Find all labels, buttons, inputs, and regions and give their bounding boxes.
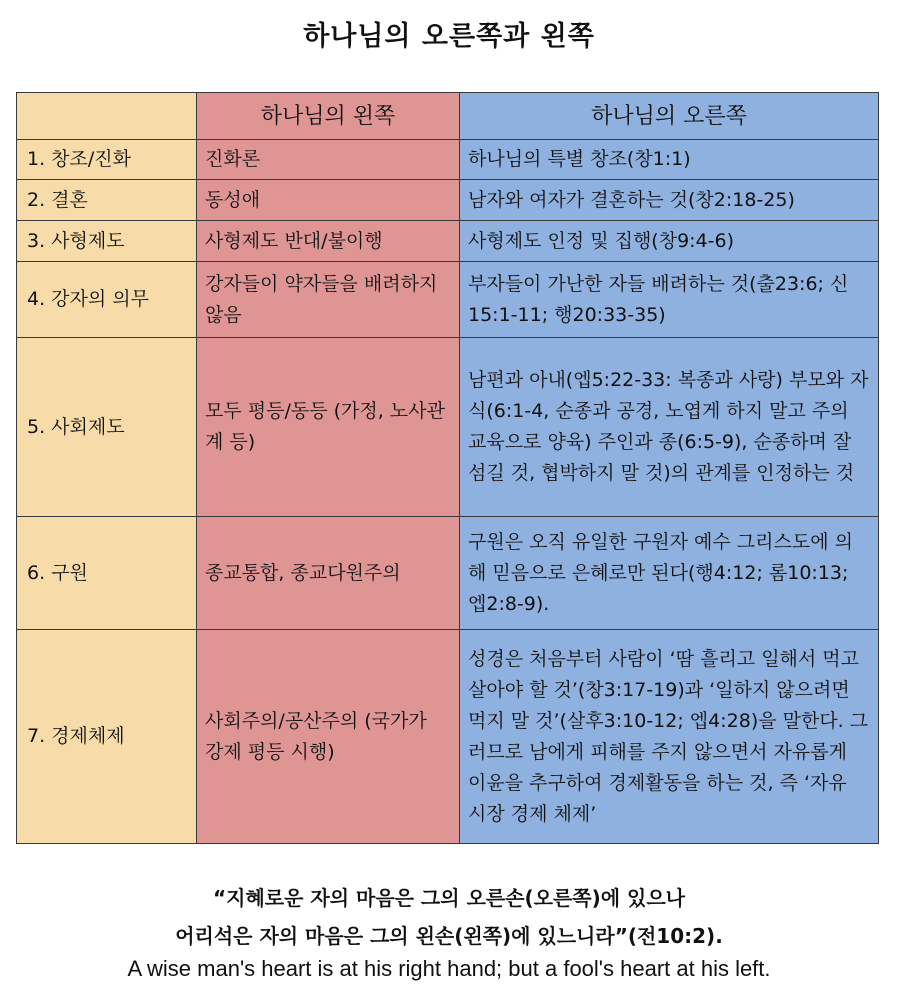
- english-quote: A wise man's heart is at his right hand; but a fool's heart at his left.: [127, 956, 771, 981]
- row-right: 성경은 처음부터 사람이 ‘땀 흘리고 일해서 먹고 살아야 할 것’(창3:17-19)과 ‘일하지 않으려면 먹지 말 것’(살후3:10-12; 엡4:28)을 말한다. 그러므로 남에게 피해를 주지 않으면서 자유롭게 이윤을 추구하여 경제활동을 하는 것, 즉 ‘자유 시장 경제 체제’: [460, 630, 879, 844]
- row-topic: 7. 경제체제: [17, 630, 197, 844]
- table-row: [17, 338, 879, 517]
- row-right: 남편과 아내(엡5:22-33: 복종과 사랑) 부모와 자식(6:1-4, 순종과 공경, 노엽게 하지 말고 주의 교육으로 양육) 주인과 종(6:5-9), 순종하며 잘 섬길 것, 협박하지 말 것)의 관계를 인정하는 것: [460, 338, 879, 517]
- document-title: 하나님의 오른쪽과 왼쪽: [303, 21, 595, 52]
- header-topic: [17, 93, 197, 140]
- row-topic: 4. 강자의 의무: [17, 262, 197, 338]
- table-row: [17, 180, 879, 221]
- row-left: 사회주의/공산주의 (국가가 강제 평등 시행): [197, 630, 460, 844]
- row-topic: 3. 사형제도: [17, 221, 197, 262]
- quote-line-2: 어리석은 자의 마음은 그의 왼손(왼쪽)에 있느니라”(전10:2).: [175, 924, 723, 948]
- row-topic: 6. 구원: [17, 517, 197, 630]
- row-right: 부자들이 가난한 자들 배려하는 것(출23:6; 신15:1-11; 행20:33-35): [460, 262, 879, 338]
- table-row: [17, 140, 879, 180]
- table-row: [17, 630, 879, 844]
- header-right: 하나님의 오른쪽: [460, 93, 879, 140]
- table-header-row: [17, 93, 879, 140]
- comparison-table: [16, 92, 879, 844]
- row-left: 강자들이 약자들을 배려하지 않음: [197, 262, 460, 338]
- row-left: 종교통합, 종교다원주의: [197, 517, 460, 630]
- row-left: 진화론: [197, 140, 460, 180]
- quote-line-1: “지혜로운 자의 마음은 그의 오른손(오른쪽)에 있으나: [213, 886, 685, 910]
- row-left: 동성애: [197, 180, 460, 221]
- row-right: 사형제도 인정 및 집행(창9:4-6): [460, 221, 879, 262]
- row-right: 하나님의 특별 창조(창1:1): [460, 140, 879, 180]
- row-left: 모두 평등/동등 (가정, 노사관계 등): [197, 338, 460, 517]
- header-left: 하나님의 왼쪽: [197, 93, 460, 140]
- row-topic: 5. 사회제도: [17, 338, 197, 517]
- row-right: 구원은 오직 유일한 구원자 예수 그리스도에 의해 믿음으로 은혜로만 된다(행4:12; 롬10:13; 엡2:8-9).: [460, 517, 879, 630]
- table-row: [17, 262, 879, 338]
- row-topic: 2. 결혼: [17, 180, 197, 221]
- row-left: 사형제도 반대/불이행: [197, 221, 460, 262]
- row-right: 남자와 여자가 결혼하는 것(창2:18-25): [460, 180, 879, 221]
- row-topic: 1. 창조/진화: [17, 140, 197, 180]
- table-row: [17, 517, 879, 630]
- table-row: [17, 221, 879, 262]
